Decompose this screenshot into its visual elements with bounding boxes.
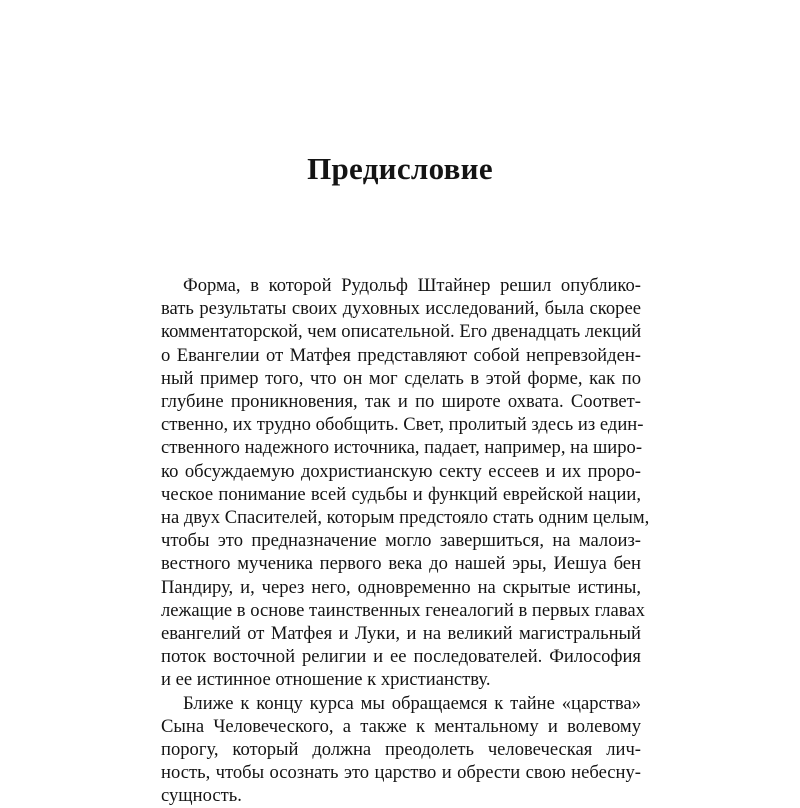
text-line: Форма, в которой Рудольф Штайнер решил опублико- <box>183 275 641 296</box>
text-line: ность, чтобы осознать это царство и обрести свою небесну- <box>161 762 641 784</box>
chapter-title: Предисловие <box>307 151 493 186</box>
text-line: Ближе к концу курса мы обращаемся к тайне «царства» <box>183 692 641 714</box>
text-line: ческое понимание всей судьбы и функций еврейской нации, <box>161 483 641 505</box>
paragraph-1 <box>161 274 650 692</box>
text-line: Пандиру, и, через него, одновременно на скрытые истины, <box>161 576 641 598</box>
text-line: вать результаты своих духовных исследований, была скорее <box>161 298 641 320</box>
text-line: чтобы это предназначение могло завершиться, на малоиз- <box>161 530 641 552</box>
text-line: ко обсуждаемую дохристианскую секту ессеев и их проро- <box>161 460 641 482</box>
text-line: лежащие в основе таинственных генеалогий в первых главах <box>161 599 645 621</box>
text-line: евангелий от Матфея и Луки, и на великий магистральный <box>161 623 641 645</box>
text-line: комментаторской, чем описательной. Его двенадцать лекций <box>161 321 642 343</box>
text-line: ный пример того, что он мог сделать в этой форме, как по <box>161 367 641 389</box>
text-line: вестного мученика первого века до нашей эры, Иешуа бен <box>161 553 641 575</box>
text-line: Сына Человеческого, а также к ментальному и волевому <box>161 715 641 737</box>
paragraph-2 <box>161 692 641 808</box>
text-line: ственного надежного источника, падает, например, на широ- <box>161 437 643 459</box>
text-line: о Евангелии от Матфея представляют собой непревзойден- <box>161 344 641 366</box>
text-line: на двух Спасителей, которым предстояло стать одним целым, <box>161 507 650 529</box>
text-line: поток восточной религии и ее последователей. Философия <box>161 646 641 668</box>
text-line: сущность. <box>161 785 242 807</box>
text-line: и ее истинное отношение к христианству. <box>161 669 491 691</box>
text-line: глубине проникновения, так и по широте охвата. Соответ- <box>161 391 641 413</box>
body-text <box>161 274 650 808</box>
text-line: порогу, который должна преодолеть человеческая лич- <box>161 739 641 761</box>
text-line: ственно, их трудно обобщить. Свет, пролитый здесь из един- <box>161 414 644 436</box>
